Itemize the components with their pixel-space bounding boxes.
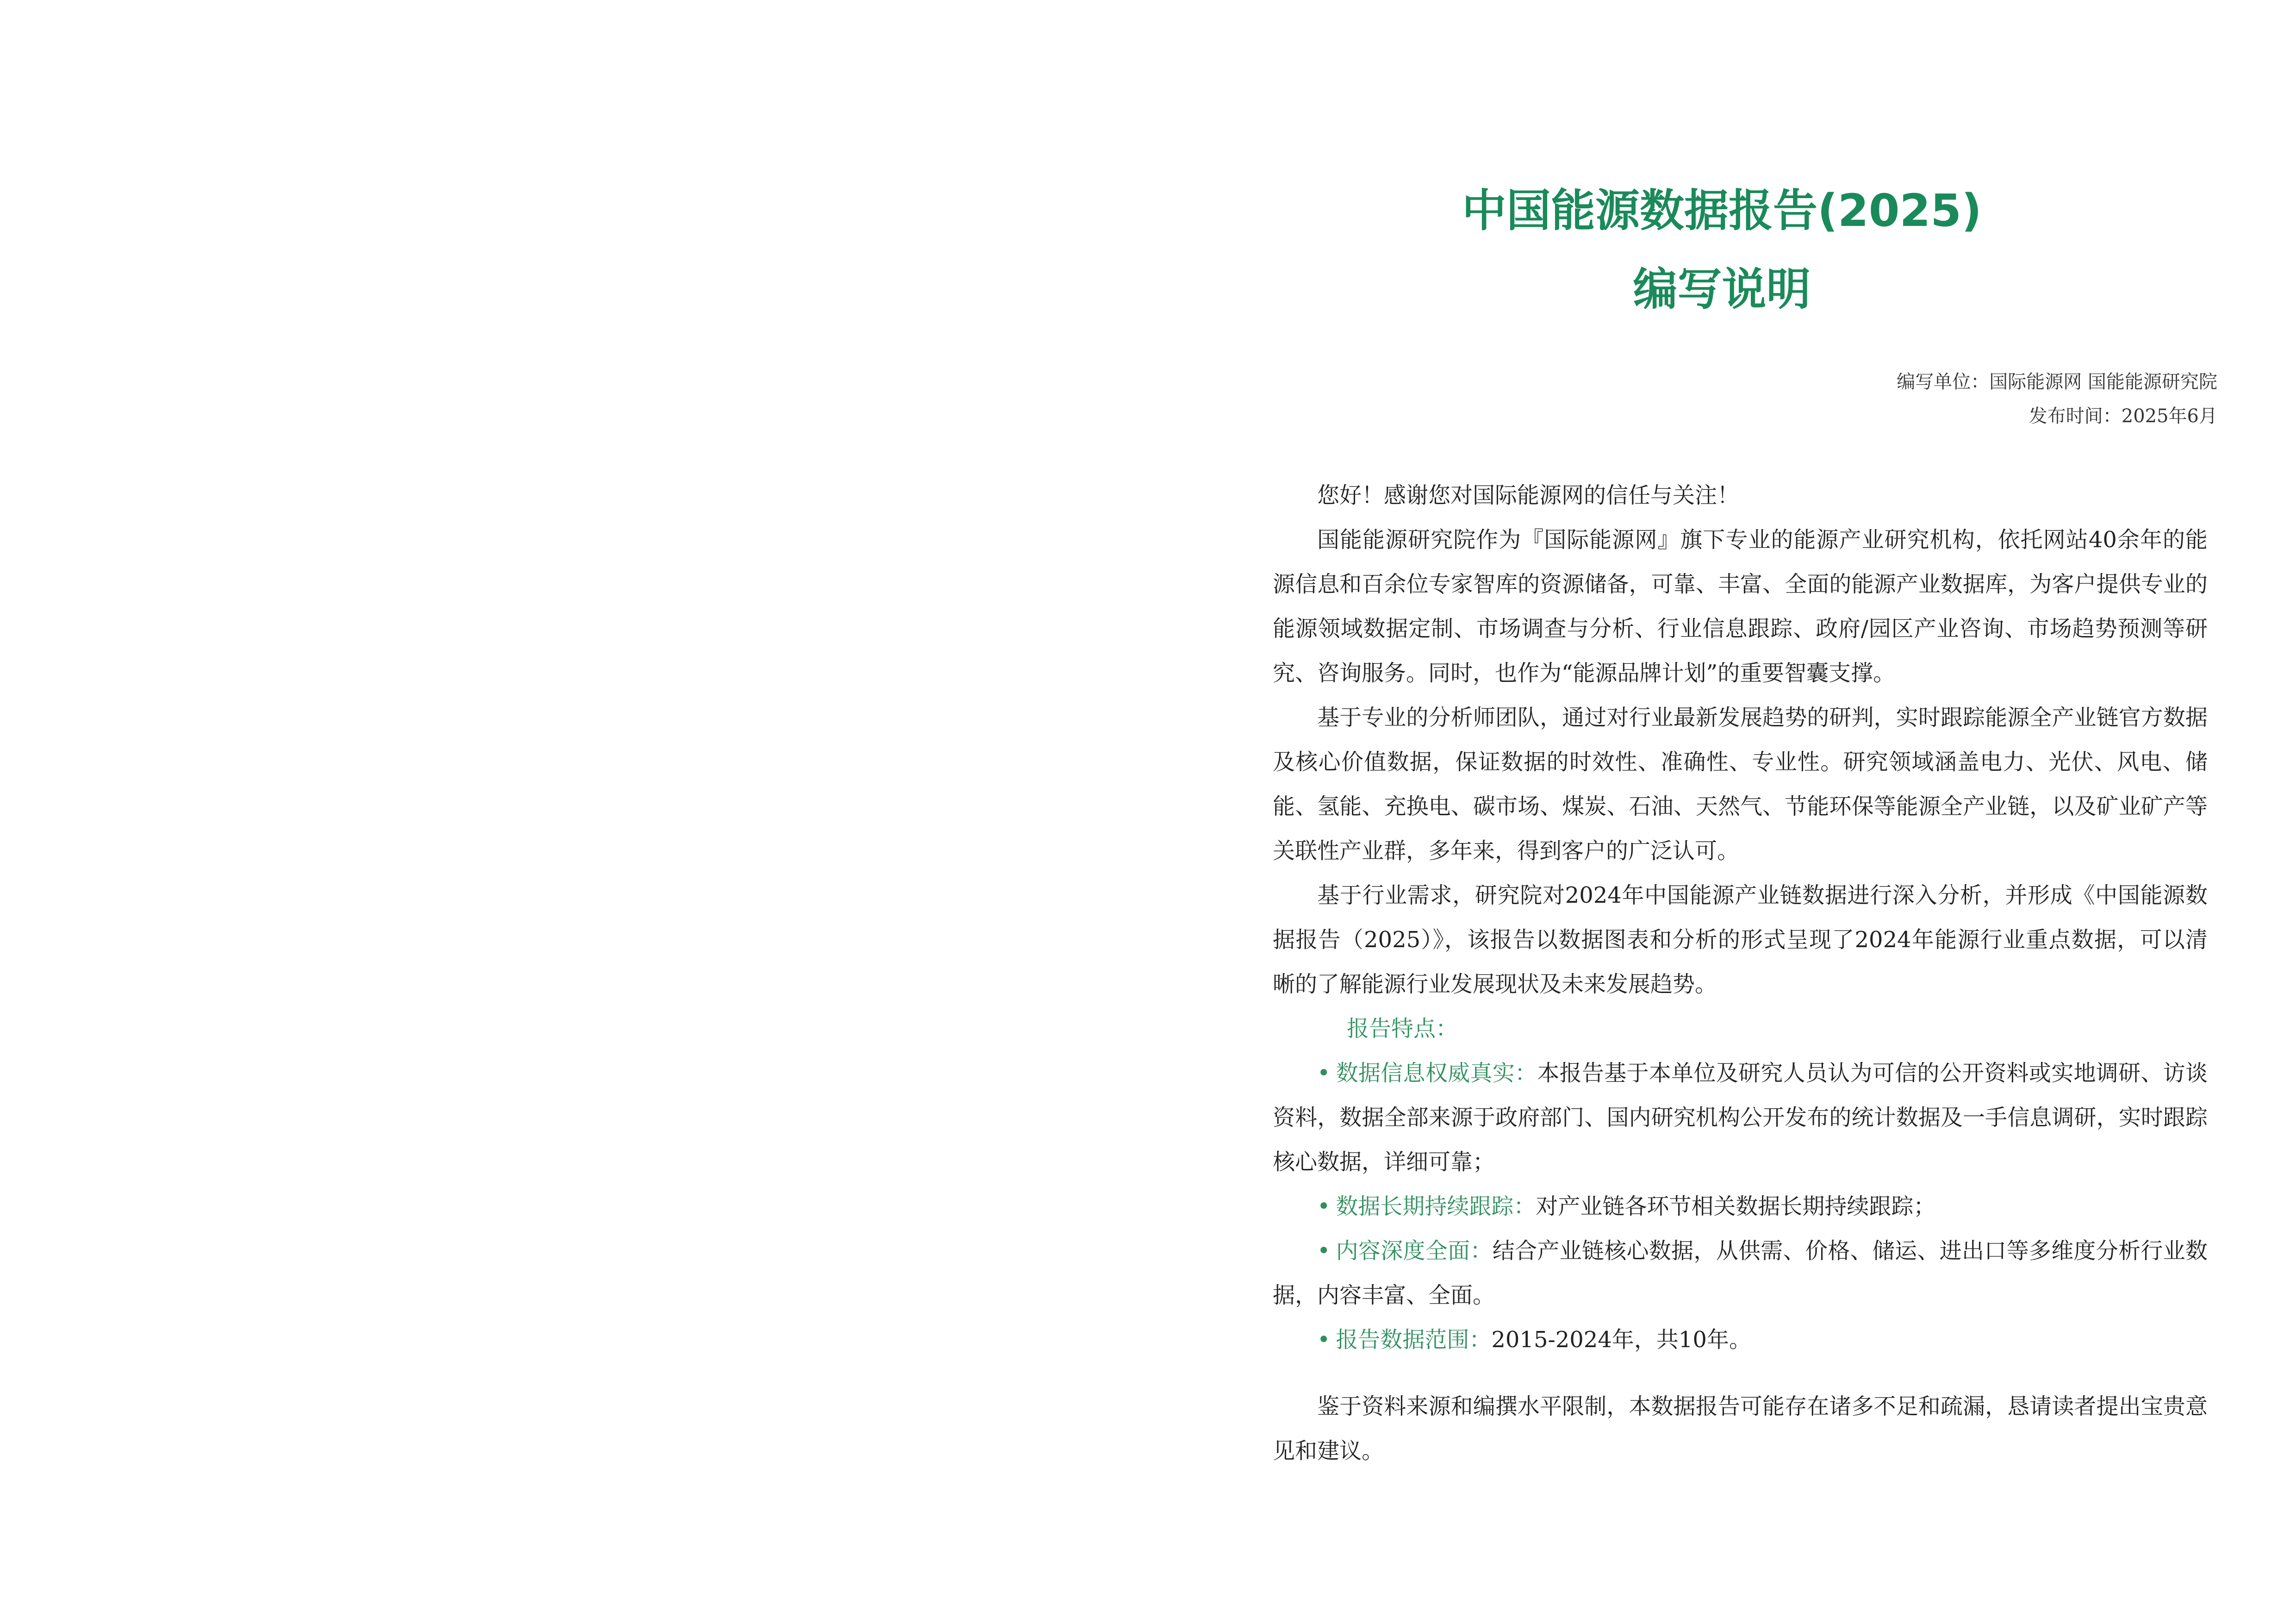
feature-text: 本报告基于本单位及研究人员认为可信的公开资料或实地调研、访谈资料，数据全部来源于政府部门、国内研究机构公开发布的统计数据及一手信息调研，实时跟踪核心数据，详细可靠； xyxy=(1273,1060,2208,1175)
bullet-icon: • xyxy=(1317,1060,1331,1086)
title-block xyxy=(1148,171,2296,329)
meta-block xyxy=(1897,365,2217,433)
greeting-paragraph: 您好！感谢您对国际能源网的信任与关注！ xyxy=(1317,482,1740,508)
bullet-icon: • xyxy=(1317,1238,1331,1264)
feature-text: 对产业链各环节相关数据长期持续跟踪； xyxy=(1536,1193,1936,1219)
closing-paragraph: 鉴于资料来源和编撰水平限制，本数据报告可能存在诸多不足和疏漏，恳请读者提出宝贵意见和建议。 xyxy=(1273,1393,2208,1464)
feature-text: 2015-2024年，共10年。 xyxy=(1491,1327,1751,1353)
feature-item xyxy=(1273,1184,2208,1229)
intro-paragraph: 国能能源研究院作为『国际能源网』旗下专业的能源产业研究机构，依托网站40余年的能源信息和百余位专家智库的资源储备，可靠、丰富、全面的能源产业数据库，为客户提供专业的能源领域数据定制、市场调查与分析、行业信息跟踪、政府/园区产业咨询、市场趋势预测等研究、咨询服务。同时，也作为“能源品牌计划”的重要智囊支撑。 xyxy=(1273,527,2208,686)
features-title: 报告特点： xyxy=(1347,1016,1458,1042)
report-title: 中国能源数据报告(2025) xyxy=(1462,185,1982,237)
feature-text: 结合产业链核心数据，从供需、价格、储运、进出口等多维度分析行业数据，内容丰富、全面。 xyxy=(1273,1238,2208,1308)
feature-label: 数据长期持续跟踪： xyxy=(1336,1193,1536,1219)
feature-label: 内容深度全面： xyxy=(1336,1238,1493,1264)
publish-date-line: 发布时间：2025年6月 xyxy=(2028,406,2217,427)
compiler-line: 编写单位：国际能源网 国能能源研究院 xyxy=(1897,371,2217,393)
feature-label: 数据信息权威真实： xyxy=(1336,1060,1537,1086)
feature-item xyxy=(1273,1229,2208,1318)
bullet-icon: • xyxy=(1317,1193,1331,1219)
bullet-icon: • xyxy=(1317,1327,1331,1353)
feature-item xyxy=(1273,1051,2208,1184)
feature-label: 报告数据范围： xyxy=(1336,1327,1492,1353)
report-paragraph: 基于行业需求，研究院对2024年中国能源产业链数据进行深入分析，并形成《中国能源数据报告（2025）》，该报告以数据图表和分析的形式呈现了2024年能源行业重点数据，可以清晰的了解能源行业发展现状及未来发展趋势。 xyxy=(1273,882,2208,997)
report-subtitle: 编写说明 xyxy=(1633,263,1811,315)
document-page xyxy=(1148,0,2296,1624)
body-text xyxy=(1273,473,2208,1473)
feature-item xyxy=(1273,1318,2208,1362)
team-paragraph: 基于专业的分析师团队，通过对行业最新发展趋势的研判，实时跟踪能源全产业链官方数据及核心价值数据，保证数据的时效性、准确性、专业性。研究领域涵盖电力、光伏、风电、储能、氢能、充换电、碳市场、煤炭、石油、天然气、节能环保等能源全产业链，以及矿业矿产等关联性产业群，多年来，得到客户的广泛认可。 xyxy=(1273,705,2208,864)
